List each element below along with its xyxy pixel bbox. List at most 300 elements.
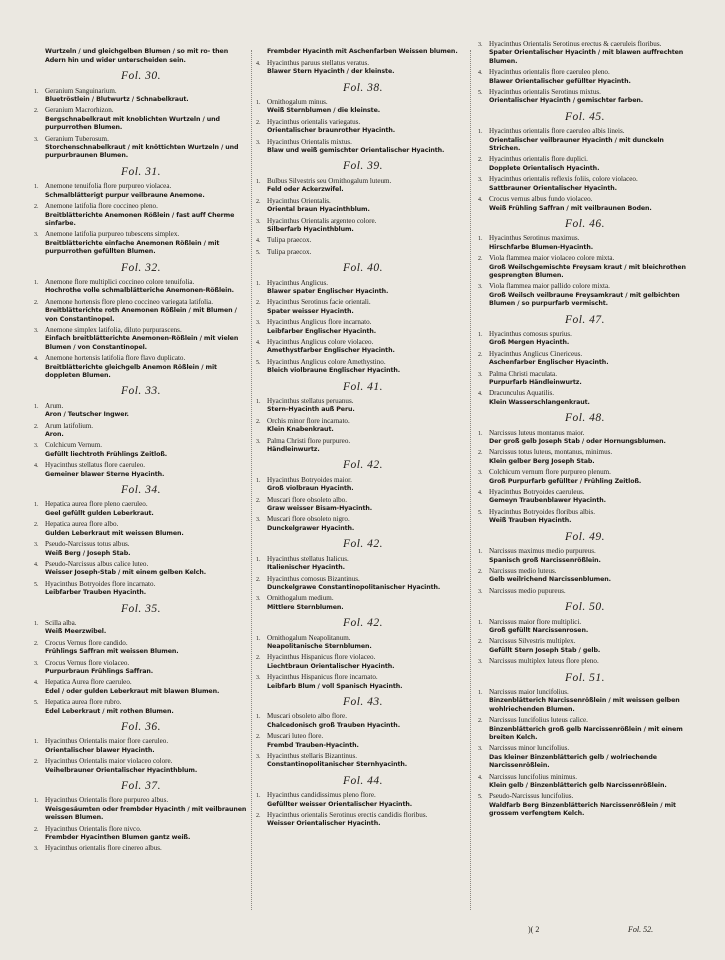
- german-name: Gulden Leberkraut mit weissen Blumen.: [45, 529, 184, 537]
- latin-name: Hyacinthus Orientalis argenteo colore.: [267, 216, 377, 225]
- plant-entry: [478, 773, 692, 791]
- folio-heading: Fol. 42.: [342, 459, 384, 472]
- column-rule-right: [470, 50, 471, 910]
- folio-heading: Fol. 40.: [342, 262, 384, 275]
- german-name: Breitblätterichte roth Anemonen Rößlein / mit Blumen / von Constantinopel.: [45, 307, 237, 323]
- folio-heading: Fol. 32.: [120, 261, 162, 274]
- plant-entry: [478, 350, 692, 368]
- latin-name: Muscari flore obsoleto nigro.: [267, 515, 350, 524]
- plant-entry: [478, 448, 692, 466]
- entry-number: 1.: [256, 793, 261, 800]
- latin-name: Hyacinthus stellatus peruanus.: [267, 397, 354, 405]
- entry-number: 1.: [256, 635, 261, 642]
- entry-number: 2.: [34, 759, 39, 766]
- plant-entry: [256, 811, 470, 829]
- german-name: Groß Weilschgemischte Freysam kraut / mit bleichrothen gesprengten Blumen.: [489, 263, 686, 279]
- plant-entry: [256, 197, 470, 215]
- folio-heading: Fol. 46.: [564, 217, 606, 230]
- german-name: Frembd Trauben-Hyacinth.: [267, 741, 359, 749]
- latin-name: Orchis minor flore incarnato.: [267, 416, 350, 425]
- entry-number: 1.: [478, 430, 483, 437]
- latin-name: Hyacinthus orientalis flore caeruleo pleno.: [489, 68, 610, 77]
- plant-entry: [34, 298, 248, 324]
- column-right: [478, 40, 692, 821]
- german-name: Weiß Sternblumen / die kleinste.: [267, 107, 381, 115]
- german-name: Gemeyn Traubenblawer Hyacinth.: [489, 497, 606, 505]
- entry-number: 1.: [34, 798, 39, 805]
- entry-number: 3.: [256, 320, 261, 327]
- entry-number: 4.: [34, 680, 39, 687]
- entry-number: 3.: [256, 438, 261, 445]
- plant-entry: [256, 177, 470, 195]
- plant-entry: [34, 87, 248, 105]
- entry-number: 4.: [256, 339, 261, 346]
- german-name: Dunckelgrawe Constantinopolitanischer Hyacinth.: [267, 583, 441, 591]
- plant-entry: [478, 547, 692, 565]
- latin-name: Anemone simplex latifolia, diluto purpurascens.: [45, 325, 182, 334]
- column-rule-left: [251, 50, 252, 910]
- german-name: Groß Purpurfarb gefüllter / Frühling Zeitloß.: [489, 477, 642, 485]
- folio-heading: Fol. 47.: [564, 313, 606, 326]
- entry-number: 3.: [34, 846, 39, 853]
- german-name: Leibfarber Englischer Hyacinth.: [267, 327, 377, 335]
- entry-number: 2.: [478, 157, 483, 164]
- german-name: Hochrothe volle schmalblätteriche Anemonen-Rößlein.: [45, 287, 234, 295]
- entry-number: 2.: [256, 300, 261, 307]
- entry-number: 1.: [256, 399, 261, 405]
- latin-name: Hyacinthus Orientalis.: [267, 196, 331, 205]
- german-name: Frembder Hyacinth mit Aschenfarben Weissen blumen.: [267, 48, 458, 56]
- plant-entry: [256, 476, 470, 494]
- latin-name: Hyacinthus orientalis Serotinus mixtus.: [489, 88, 601, 97]
- latin-name: Hyacinthus Hispanicus flore violaceo.: [267, 653, 376, 662]
- german-name: Veihelbrauner Orientalischer Hyacinthblum.: [45, 766, 198, 774]
- latin-name: Hyacinthus stellatus flore caeruleo.: [45, 461, 146, 470]
- entry-number: 5.: [478, 509, 483, 516]
- latin-name: Hyacinthus Hispanicus flore incarnato.: [267, 673, 378, 682]
- plant-entry: [478, 567, 692, 585]
- entry-number: 2.: [478, 256, 483, 263]
- german-name: Der groß gelb Joseph Stab / oder Hornungsblumen.: [489, 438, 666, 446]
- entry-number: 3.: [34, 327, 39, 334]
- german-name: Groß Weilsch veilbraune Freysamkraut / mit gelbichten Blumen / so purpurfarb vermischt.: [489, 291, 680, 308]
- entry-number: 2.: [478, 718, 483, 725]
- latin-name: Hyacinthus Orientalis flore nivco.: [45, 824, 142, 833]
- latin-name: Narcissus Iuncifolius luteus calice.: [489, 716, 588, 725]
- plant-entry: [256, 515, 470, 533]
- plant-entry: [256, 217, 470, 235]
- german-name: Spater Orientalischer Hyacinth / mit blawen auffrechten Blumen.: [489, 49, 684, 65]
- entry-number: 3.: [478, 470, 483, 477]
- latin-name: Ornithogalum minus.: [267, 98, 328, 107]
- german-name: Constantinopolitanischer Sternhyacinth.: [267, 761, 408, 769]
- german-name: Oriental braun Hyacinthblum.: [267, 206, 370, 214]
- entry-number: 4.: [34, 463, 39, 470]
- latin-name: Pseudo-Narcissus albus calice luteo.: [45, 559, 149, 568]
- entry-number: 2.: [256, 576, 261, 583]
- entry-number: 3.: [478, 659, 483, 666]
- entry-number: 2.: [256, 655, 261, 662]
- latin-name: Hyacinthus orientalis Serotinus erectis candidis floribus.: [267, 811, 428, 820]
- plant-entry: [478, 468, 692, 486]
- entry-number: 2.: [34, 423, 39, 430]
- german-name: Weiß Frühling Saffran / mit veilbraunen Boden.: [489, 204, 652, 212]
- plant-entry: [34, 135, 248, 161]
- entry-number: 5.: [34, 581, 39, 588]
- plant-entry: [34, 678, 248, 696]
- plant-entry: [34, 402, 248, 420]
- plant-entry: [478, 254, 692, 280]
- german-name: Spater weisser Hyacinth.: [267, 307, 354, 315]
- german-name: Weiß Trauben Hyacinth.: [489, 517, 572, 525]
- folio-heading: Fol. 37.: [120, 780, 162, 793]
- german-name: Groß violbraun Hyacinth.: [267, 485, 354, 493]
- plant-entry: [256, 417, 470, 435]
- plant-entry: [478, 389, 692, 407]
- latin-name: Hepatica aurea flore albo.: [45, 520, 119, 529]
- latin-name: Narcissus maior flore multiplici.: [489, 617, 582, 626]
- folio-heading: Fol. 42.: [342, 617, 384, 630]
- german-name: Geel gefüllt gulden Leberkraut.: [45, 509, 154, 517]
- plant-entry: [256, 40, 470, 57]
- plant-entry: [256, 496, 470, 514]
- entry-number: 3.: [478, 284, 483, 291]
- german-name: Storchenschnabelkraut / mit knöttichten Wurtzeln / und purpurbraunen Blumen.: [45, 144, 239, 160]
- latin-name: Muscari obsoleto albo flore.: [267, 712, 347, 721]
- latin-name: Palma Christi flore purpureo.: [267, 436, 351, 445]
- entry-number: 2.: [34, 204, 39, 211]
- latin-name: Narcissus luncifolius minimus.: [489, 772, 578, 781]
- plant-entry: [34, 326, 248, 352]
- folio-heading: Fol. 34.: [120, 484, 162, 497]
- latin-name: Hepatica aurea flore pleno caeruleo.: [45, 500, 148, 509]
- german-name: Neapolitanische Sternblumen.: [267, 642, 372, 650]
- entry-number: 5.: [34, 700, 39, 707]
- german-name: Bergschnabelkraut mit knoblichten Wurtzeln / und purpurrothen Blumen.: [45, 115, 220, 132]
- latin-name: Hyacinthus comosus Bizantinus.: [267, 574, 360, 583]
- entry-number: 3.: [478, 371, 483, 378]
- plant-entry: [478, 618, 692, 636]
- latin-name: Hyacinthus Anglicus.: [267, 278, 329, 287]
- latin-name: Hyacinthus Botryoides maior.: [267, 475, 352, 484]
- german-name: Bleich violbraune Englischer Hyacinth.: [267, 367, 401, 375]
- german-name: Aschenfarber Englischer Hyacinth.: [489, 359, 609, 367]
- german-name: Das kleiner Binzenblätterich gelb / wolriechende Narcissenrößlein.: [489, 753, 657, 770]
- plant-entry: [256, 338, 470, 356]
- entry-number: 1.: [256, 714, 261, 721]
- german-name: Orientalischer braunrother Hyacinth.: [267, 127, 396, 135]
- latin-name: Hyacinthus candidissimus pleno flore.: [267, 791, 376, 800]
- latin-name: Hyacinthus Anglicus Cinericeus.: [489, 349, 583, 358]
- german-name: Leibfarb Blum / voll Spanisch Hyacinth.: [267, 682, 403, 690]
- german-name: Orientalischer Hyacinth / gemischter farben.: [489, 97, 644, 105]
- plant-entry: [34, 461, 248, 479]
- latin-name: Hepatica aurea flore rubro.: [45, 698, 122, 707]
- entry-number: 2.: [34, 826, 39, 833]
- plant-entry: [256, 98, 470, 116]
- entry-number: 3.: [256, 675, 261, 682]
- plant-entry: [256, 236, 470, 245]
- german-name: Blawer Stern Hyacinth / der kleinste.: [267, 68, 395, 76]
- entry-number: 2.: [256, 497, 261, 504]
- latin-name: Hepatica Aurea flore caeruleo.: [45, 678, 132, 687]
- plant-entry: [256, 791, 470, 809]
- latin-name: Anemone latifolia flore coccineo pleno.: [45, 202, 158, 211]
- entry-number: 4.: [478, 774, 483, 781]
- folio-heading: Fol. 41.: [342, 380, 384, 393]
- german-name: Weisgesäumten oder frembder Hyacinth / mit veilbraunen weissen Blumen.: [45, 805, 247, 822]
- folio-heading: Fol. 50.: [564, 601, 606, 614]
- plant-entry: [256, 298, 470, 316]
- german-name: Klein gelber Berg Joseph Stab.: [489, 457, 595, 465]
- entry-number: 1.: [478, 129, 483, 136]
- german-name: Feld oder Ackerzwifel.: [267, 186, 344, 194]
- plant-entry: [34, 106, 248, 132]
- german-name: Groß Mergen Hyacinth.: [489, 339, 570, 347]
- german-name: Chalcedonisch groß Trauben Hyacinth.: [267, 721, 400, 729]
- entry-number: 4.: [478, 391, 483, 398]
- plant-entry: [34, 500, 248, 518]
- folio-heading: Fol. 42.: [342, 538, 384, 551]
- german-name: Gefüllter weisser Orientalischer Hyacinth.: [267, 800, 413, 808]
- folio-heading: Fol. 36.: [120, 721, 162, 733]
- entry-number: 1.: [34, 502, 39, 509]
- latin-name: Pseudo-Narcissus luncifolius.: [489, 792, 574, 801]
- latin-name: Hyacinthus Botryoides flore incarnato.: [45, 579, 156, 588]
- entry-number: 4.: [256, 60, 261, 67]
- entry-number: 2.: [478, 568, 483, 575]
- plant-entry: [256, 397, 470, 415]
- entry-number: 1.: [478, 549, 483, 556]
- german-name: Binzenblätterich Narcissenrößlein / mit weissen gelben wohlriechenden Blumen.: [489, 697, 680, 713]
- entry-number: 1.: [256, 477, 261, 484]
- plant-entry: [34, 520, 248, 538]
- latin-name: Hyacinthus Orientalis maior violaceo colore.: [45, 757, 173, 766]
- german-name: Blaw und weiß gemischter Orientalischer Hyacinth.: [267, 147, 445, 155]
- plant-entry: [34, 422, 248, 440]
- entry-number: 2.: [256, 119, 261, 126]
- latin-name: Scilla alba.: [45, 618, 77, 627]
- folio-heading: Fol. 30.: [120, 70, 162, 83]
- entry-number: 1.: [478, 689, 483, 696]
- german-name: Leibfarber Trauben Hyacinth.: [45, 589, 147, 597]
- plant-entry: [34, 844, 248, 853]
- plant-entry: [34, 182, 248, 200]
- german-name: Blawer Orientalischer gefüllter Hyacinth.: [489, 77, 631, 85]
- latin-name: Anemone latifolia purpureo tubescens simplex.: [45, 230, 180, 239]
- plant-entry: [478, 175, 692, 193]
- entry-number: 2.: [34, 108, 39, 115]
- german-name: Edel Leberkraut / mit rothen Blumen.: [45, 707, 174, 715]
- latin-name: Ornithogalum medium.: [267, 594, 334, 603]
- entry-number: 1.: [34, 403, 39, 410]
- plant-entry: [256, 555, 470, 573]
- entry-number: 1.: [34, 620, 39, 627]
- latin-name: Anemone hortensis flore pleno coccineo variegata latifolia.: [45, 297, 214, 306]
- latin-name: Hyacinthus orientalis flore duplici.: [489, 155, 588, 164]
- german-name: Mittlere Sternblumen.: [267, 603, 344, 611]
- plant-entry: [478, 155, 692, 173]
- german-name: Dunckelgrawer Hyacinth.: [267, 524, 355, 532]
- entry-number: 2.: [478, 639, 483, 646]
- latin-name: Anemone tenuifolia flore purpureo violacea.: [45, 182, 172, 191]
- latin-name: Hyacinthus Anglicus colore Amethystino.: [267, 357, 386, 366]
- folio-heading: Fol. 38.: [342, 81, 384, 94]
- entry-number: 3.: [256, 218, 261, 225]
- plant-entry: [34, 540, 248, 558]
- entry-number: 1.: [478, 236, 483, 243]
- plant-entry: [34, 230, 248, 256]
- latin-name: Hyacinthus Botryoides caeruleus.: [489, 488, 585, 497]
- german-name: Klein Wasserschlangenkraut.: [489, 398, 590, 406]
- latin-name: Narcissus maximus medio purpureus.: [489, 547, 596, 556]
- plant-entry: [256, 358, 470, 376]
- folio-heading: Fol. 51.: [564, 671, 606, 684]
- latin-name: Narcissus totus luteus, montanus, minimus.: [489, 448, 613, 457]
- entry-number: 5.: [478, 794, 483, 801]
- latin-name: Pseudo-Narcissus totus albus.: [45, 540, 130, 549]
- entry-number: 3.: [478, 42, 483, 48]
- entry-number: 3.: [34, 443, 39, 450]
- plant-entry: [478, 127, 692, 153]
- german-name: Silberfarb Hyacinthblum.: [267, 225, 354, 233]
- latin-name: Narcissus multiplex luteus flore pleno.: [489, 657, 599, 666]
- german-name: Bluetröstlein / Blutwurtz / Schnabelkraut.: [45, 96, 189, 104]
- entry-number: 3.: [256, 139, 261, 146]
- entry-number: 2.: [478, 450, 483, 457]
- latin-name: Narcissus medio pupureus.: [489, 586, 566, 595]
- plant-entry: [256, 634, 470, 652]
- latin-name: Tulipa praecox.: [267, 236, 312, 245]
- entry-number: 3.: [478, 746, 483, 753]
- latin-name: Anemone hortensis latifolia flore flavo duplicato.: [45, 354, 186, 363]
- entry-number: 1.: [34, 279, 39, 286]
- entry-number: 4.: [478, 70, 483, 77]
- entry-number: 1.: [256, 280, 261, 287]
- entry-number: 3.: [34, 136, 39, 143]
- plant-entry: [478, 637, 692, 655]
- entry-number: 3.: [34, 232, 39, 239]
- german-name: Edel / oder gulden Leberkraut mit blawen Blumen.: [45, 687, 220, 695]
- plant-entry: [256, 437, 470, 455]
- entry-number: 4.: [34, 356, 39, 363]
- plant-entry: [34, 202, 248, 228]
- entry-number: 3.: [34, 660, 39, 667]
- german-name: Binzenblätterich groß gelb Narcissenrößlein / mit einem breiten Kelch.: [489, 725, 683, 741]
- entry-number: 1.: [256, 100, 261, 107]
- german-name: Gemeiner blawer Sterne Hyacinth.: [45, 470, 165, 478]
- german-name: Breitblätterichte einfache Anemonen Rößlein / mit purpurrothen gefüllten Blumen.: [45, 239, 220, 256]
- latin-name: Muscari flore obsoleto albo.: [267, 495, 347, 504]
- entry-number: 1.: [478, 331, 483, 338]
- latin-name: Dracunculus Aquatilis.: [489, 389, 555, 398]
- latin-name: Hyacinthus Serotinus facie orientali.: [267, 298, 371, 307]
- latin-name: Arum.: [45, 401, 64, 410]
- latin-name: Hyacinthus Anglicus flore incarnato.: [267, 318, 372, 327]
- latin-name: Hyacinthus Serotinus maximus.: [489, 234, 580, 243]
- latin-name: Hyacinthus Orientalis flore purpureo albus.: [45, 796, 169, 805]
- latin-name: Narcissus maior luncifolius.: [489, 687, 569, 696]
- entry-number: 5.: [256, 359, 261, 366]
- german-name: Graw weisser Bisam-Hyacinth.: [267, 505, 373, 513]
- plant-entry: [34, 40, 248, 65]
- latin-name: Viola flammea maior pallido colore mixta.: [489, 282, 610, 291]
- latin-name: Narcissus medio luteus.: [489, 566, 557, 575]
- column-middle: [256, 40, 470, 831]
- plant-entry: [478, 429, 692, 447]
- plant-entry: [256, 279, 470, 297]
- latin-name: Crocus Vernus flore candido.: [45, 638, 128, 647]
- plant-entry: [34, 441, 248, 459]
- plant-entry: [34, 737, 248, 755]
- entry-number: 5.: [478, 90, 483, 97]
- plant-entry: [256, 118, 470, 136]
- plant-entry: [478, 657, 692, 666]
- german-name: Schmalblätterigt purpur veilbraune Anemone.: [45, 191, 205, 199]
- latin-name: Hyacinthus orientalis reflexis foliis, colore violaceo.: [489, 175, 638, 184]
- german-name: Händleinwurtz.: [267, 446, 320, 454]
- entry-number: 1.: [478, 619, 483, 626]
- latin-name: Hyacinthus orientalis flore cinereo albus.: [45, 844, 162, 853]
- latin-name: Narcissus minor luncifolius.: [489, 744, 570, 753]
- folio-heading: Fol. 49.: [564, 530, 606, 543]
- catchword: Fol. 52.: [628, 925, 654, 934]
- entry-number: 2.: [256, 813, 261, 820]
- german-name: Spanisch groß Narcissenrößlein.: [489, 556, 601, 564]
- latin-name: Ornithogalum Neapolitanum.: [267, 633, 351, 642]
- plant-entry: [478, 716, 692, 742]
- folio-heading: Fol. 48.: [564, 412, 606, 425]
- german-name: Purpurbraun Frühlings Saffran.: [45, 667, 154, 675]
- latin-name: Hyacinthus Orientalis Serotinus erectus & caeruleis floribus.: [489, 40, 662, 48]
- latin-name: Narcissus Silvestris multiplex.: [489, 637, 576, 646]
- plant-entry: [256, 59, 470, 77]
- plant-entry: [34, 619, 248, 637]
- german-name: Weisser Orientalischer Hyacinth.: [267, 820, 381, 828]
- german-name: Gefüllt liechtroth Frühlings Zeitloß.: [45, 450, 168, 458]
- entry-number: 4.: [478, 197, 483, 204]
- plant-entry: [34, 796, 248, 822]
- latin-name: Anemone flore multiplici coccineo colore tenuifolia.: [45, 277, 195, 286]
- plant-entry: [34, 757, 248, 775]
- latin-name: Narcissus luteus montanus maior.: [489, 428, 585, 437]
- plant-entry: [256, 712, 470, 730]
- entry-number: 2.: [256, 418, 261, 425]
- german-name: Weiß Berg / Joseph Stab.: [45, 549, 131, 557]
- entry-number: 3.: [34, 542, 39, 549]
- plant-entry: [478, 88, 692, 106]
- folio-heading: Fol. 45.: [564, 110, 606, 123]
- entry-number: 4.: [34, 561, 39, 568]
- plant-entry: [256, 138, 470, 156]
- plant-entry: [34, 639, 248, 657]
- plant-entry: [478, 195, 692, 213]
- latin-name: Tulipa praecox.: [267, 247, 312, 256]
- latin-name: Crocus vernus albus fundo violaceo.: [489, 195, 593, 204]
- latin-name: Muscari luteo flore.: [267, 732, 324, 741]
- german-name: Blawer spater Englischer Hyacinth.: [267, 287, 389, 295]
- plant-entry: [478, 330, 692, 348]
- german-name: Frühlings Saffran mit weissen Blumen.: [45, 648, 179, 656]
- latin-name: Geranium Tuberosum.: [45, 134, 109, 143]
- plant-entry: [478, 688, 692, 714]
- german-name: Orientalischer veilbrauner Hyacinth / mit dunckeln Strichen.: [489, 136, 664, 153]
- latin-name: Hyacinthus stellatus Italicus.: [267, 554, 349, 563]
- german-name: Einfach breitblätterichte Anemonen-Rößlein / mit vielen Blumen / von Constantinopel.: [45, 335, 239, 351]
- plant-entry: [256, 653, 470, 671]
- german-name: Weiß Meerzwibel.: [45, 628, 107, 636]
- entry-number: 1.: [34, 88, 39, 95]
